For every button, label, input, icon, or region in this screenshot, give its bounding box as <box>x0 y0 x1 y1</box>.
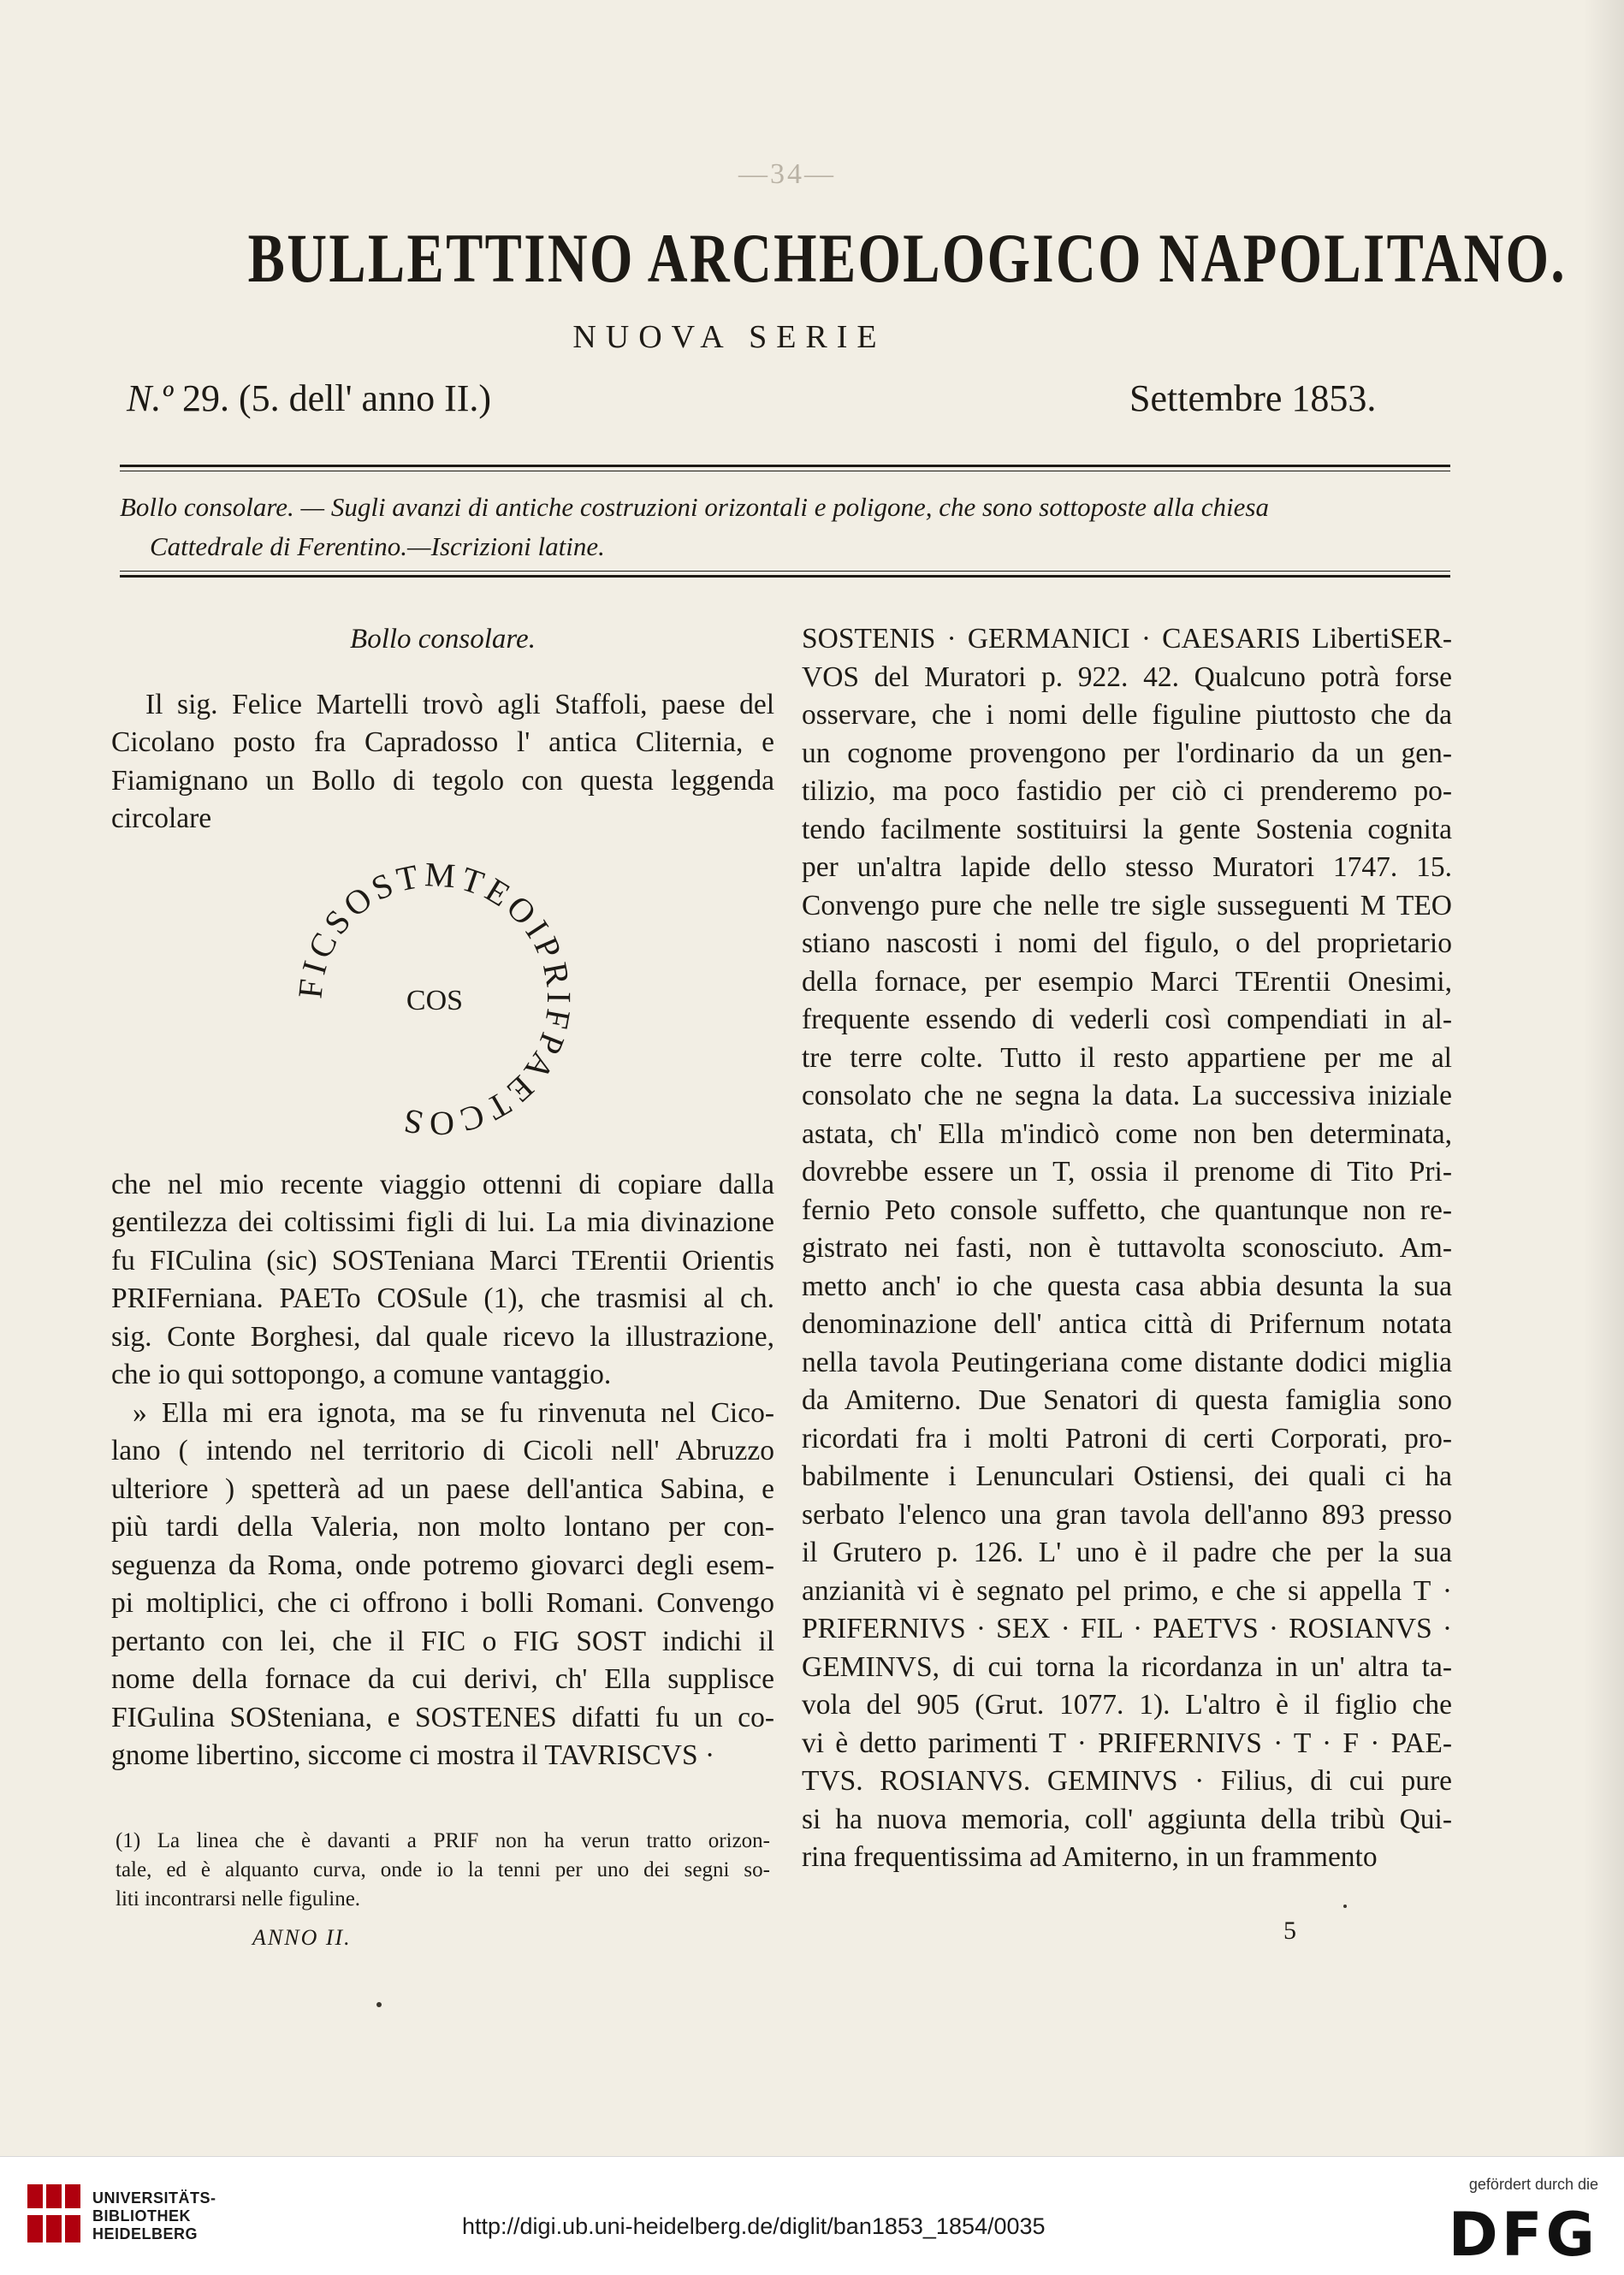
printer-signature-mark: 5 <box>1283 1917 1296 1945</box>
text-line: gentilezza dei coltissimi figli di lui. La mia divinazione <box>111 1206 774 1238</box>
faint-page-number: —34— <box>738 158 836 190</box>
text-line: Fiamignano un Bollo di tegolo con questa leggenda <box>111 764 774 797</box>
viewer-footer <box>0 2156 1624 2275</box>
issue-number <box>127 376 491 420</box>
text-line: TVS. ROSIANVS. GEMINVS · Filius, di cui pure <box>802 1765 1452 1797</box>
text-line: tendo facilmente sostituirsi la gente Sostenia cognita <box>802 813 1452 845</box>
contents-rule-thin <box>120 571 1450 572</box>
text-line: vola del 905 (Grut. 1077. 1). L'altro è il figlio che <box>802 1689 1452 1721</box>
right-column-text <box>802 620 1452 1877</box>
series-subtitle: NUOVA SERIE <box>572 319 886 355</box>
text-line: pertanto con lei, che il FIC o FIG SOST indichi il <box>111 1625 774 1657</box>
text-line: GEMINVS, di cui torna la ricordanza in un' altra ta- <box>802 1650 1452 1683</box>
text-line: metto anch' io che questa casa abbia desunta la sua <box>802 1270 1452 1302</box>
text-line: il Grutero p. 126. L' uno è il padre che per la sua <box>802 1537 1452 1568</box>
paragraph-1 <box>111 686 774 838</box>
contents-line-2: Cattedrale di Ferentino.—Iscrizioni latine. <box>150 531 605 561</box>
ink-speck <box>1343 1905 1347 1908</box>
text-line: PRIFERNIVS · SEX · FIL · PAETVS · ROSIANVS · <box>802 1613 1452 1644</box>
text-line: » Ella mi era ignota, ma se fu rinvenuta nel Cico- <box>133 1396 774 1429</box>
contents-summary <box>120 488 1450 566</box>
text-line: ricordati fra i molti Patroni di certi Corporati, pro- <box>802 1422 1452 1454</box>
text-line: tilizio, ma poco fastidio per ciò ci prenderemo po- <box>802 775 1452 807</box>
footnote-line: liti incontrarsi nelle figuline. <box>116 1887 361 1911</box>
text-line: fernio Peto console suffetto, che quantunque non re- <box>802 1194 1452 1226</box>
dfg-logo: DFG <box>1448 2200 1598 2270</box>
text-line: frequente essendo di vederli così compendiati in al- <box>802 1004 1452 1035</box>
text-line: della fornace, per esempio Marci TErentii Onesimi, <box>802 965 1452 998</box>
text-line: osservare, che i nomi delle figuline piuttosto che da <box>802 699 1452 731</box>
text-line: Il sig. Felice Martelli trovò agli Staffoli, paese del <box>145 688 774 720</box>
text-line: PRIFerniana. PAETo COSule (1), che trasmisi al ch. <box>111 1283 774 1314</box>
text-line: rina frequentissima ad Amiterno, in un frammento <box>802 1841 1378 1873</box>
text-line: un cognome provengono per l'ordinario da un gen- <box>802 737 1452 769</box>
issue-prefix: N.º <box>127 377 173 419</box>
funding-note: gefördert durch die <box>1468 2176 1598 2193</box>
stamp-ring-path: FICSOSTMTEOIPRIFPAETCOS <box>290 862 579 1136</box>
library-name-line: HEIDELBERG <box>92 2225 199 2242</box>
text-line: denominazione dell' antica città di Prifernum notata <box>802 1308 1452 1340</box>
footnote <box>116 1827 770 1914</box>
text-line: nella tavola Peutingeriana come distante dodici miglia <box>802 1346 1452 1378</box>
text-line: seguenza da Roma, onde potremo giovarci degli esem- <box>111 1549 774 1581</box>
library-name-line: UNIVERSITÄTS- <box>92 2189 216 2207</box>
text-line: consolato che ne segna la data. La successiva iniziale <box>802 1080 1452 1111</box>
stamp-center-text: COS <box>406 985 464 1016</box>
ink-speck <box>376 2002 382 2007</box>
text-line: nome della fornace da cui derivi, ch' Ella supplisce <box>111 1663 774 1695</box>
text-line: tre terre colte. Tutto il resto appartiene per me al <box>802 1041 1452 1074</box>
text-line: vi è detto parimenti T · PRIFERNIVS · T · F · PAE- <box>802 1727 1452 1759</box>
right-column <box>802 620 1452 1877</box>
circular-stamp-inscription <box>281 862 589 1136</box>
text-line: FIGulina SOSteniana, e SOSTENES difatti fu un co- <box>111 1701 774 1733</box>
text-line: dovrebbe essere un T, ossia il prenome di Tito Pri- <box>802 1156 1452 1188</box>
contents-line-1: Bollo consolare. — Sugli avanzi di antiche costruzioni orizontali e poligone, che sono sottoposte alla chiesa <box>120 492 1269 522</box>
text-line: SOSTENIS · GERMANICI · CAESARIS LibertiSER- <box>802 623 1452 655</box>
text-line: per un'altra lapide dello stesso Muratori 1747. 15. <box>802 851 1452 883</box>
text-line: anzianità vi è segnato pel primo, e che si appella T · <box>802 1574 1452 1607</box>
volume-year-mark: ANNO II. <box>252 1925 352 1950</box>
text-line: che nel mio recente viaggio ottenni di copiare dalla <box>111 1168 774 1200</box>
text-line: che io qui sottopongo, a comune vantaggio. <box>111 1359 612 1390</box>
text-line: astata, ch' Ella m'indicò come non ben determinata, <box>802 1117 1452 1150</box>
text-line: VOS del Muratori p. 922. 42. Qualcuno potrà forse <box>802 661 1452 693</box>
text-line: Cicolano posto fra Capradosso l' antica Cliternia, e <box>111 726 774 758</box>
library-name-line: BIBLIOTHEK <box>92 2207 191 2225</box>
section-heading: Bollo consolare. <box>350 624 536 655</box>
text-line: fu FICulina (sic) SOSTeniana Marci TErentii Orientis <box>111 1244 774 1277</box>
text-line: ulteriore ) spetterà ad un paese dell'antica Sabina, e <box>111 1472 774 1505</box>
text-line: da Amiterno. Due Senatori di questa famiglia sono <box>802 1384 1452 1416</box>
library-name <box>92 2189 216 2243</box>
permalink-url[interactable]: http://digi.ub.uni-heidelberg.de/diglit/ban1853_1854/0035 <box>462 2213 1046 2239</box>
text-line: Convengo pure che nelle tre sigle susseguenti M TEO <box>802 889 1452 921</box>
text-line: serbato l'elenco una gran tavola dell'anno 893 presso <box>802 1498 1452 1531</box>
header-rule-thick <box>120 465 1450 467</box>
text-line: stiano nascosti i nomi del figulo, o del proprietario <box>802 927 1452 959</box>
text-line: circolare <box>111 803 212 834</box>
page-edge-shadow <box>1583 0 1624 2156</box>
journal-masthead: BULLETTINO ARCHEOLOGICO NAPOLITANO. <box>247 219 1567 297</box>
contents-rule-thick <box>120 575 1450 578</box>
footnote-line: tale, ed è alquanto curva, onde io la tenni per uno dei segni so- <box>116 1858 770 1881</box>
issue-date: Settembre 1853. <box>1129 377 1377 419</box>
text-line: babilmente i Lenunculari Ostiensi, dei quali ci ha <box>802 1460 1452 1492</box>
paragraph-2 <box>111 1166 774 1395</box>
issue-text: 29. (5. dell' anno II.) <box>182 377 492 419</box>
text-line: si ha nuova memoria, coll' aggiunta della tribù Qui- <box>802 1803 1452 1835</box>
text-line: pi moltiplici, che ci offrono i bolli Romani. Convengo <box>111 1587 774 1619</box>
text-line: più tardi della Valeria, non molto lontano per con- <box>111 1511 774 1543</box>
text-line: sig. Conte Borghesi, dal quale ricevo la illustrazione, <box>111 1320 774 1353</box>
left-column <box>111 620 774 1775</box>
text-line: lano ( intendo nel territorio di Cicoli nell' Abruzzo <box>111 1435 774 1466</box>
text-line: gistrato nei fasti, non è tuttavolta sconosciuto. Am- <box>802 1232 1452 1264</box>
footnote-line: (1) La linea che è davanti a PRIF non ha verun tratto orizon- <box>116 1829 770 1852</box>
text-line: gnome libertino, siccome ci mostra il TAVRISCVS · <box>111 1739 715 1771</box>
paragraph-3 <box>111 1395 774 1775</box>
university-library-logo-icon <box>26 2183 82 2244</box>
